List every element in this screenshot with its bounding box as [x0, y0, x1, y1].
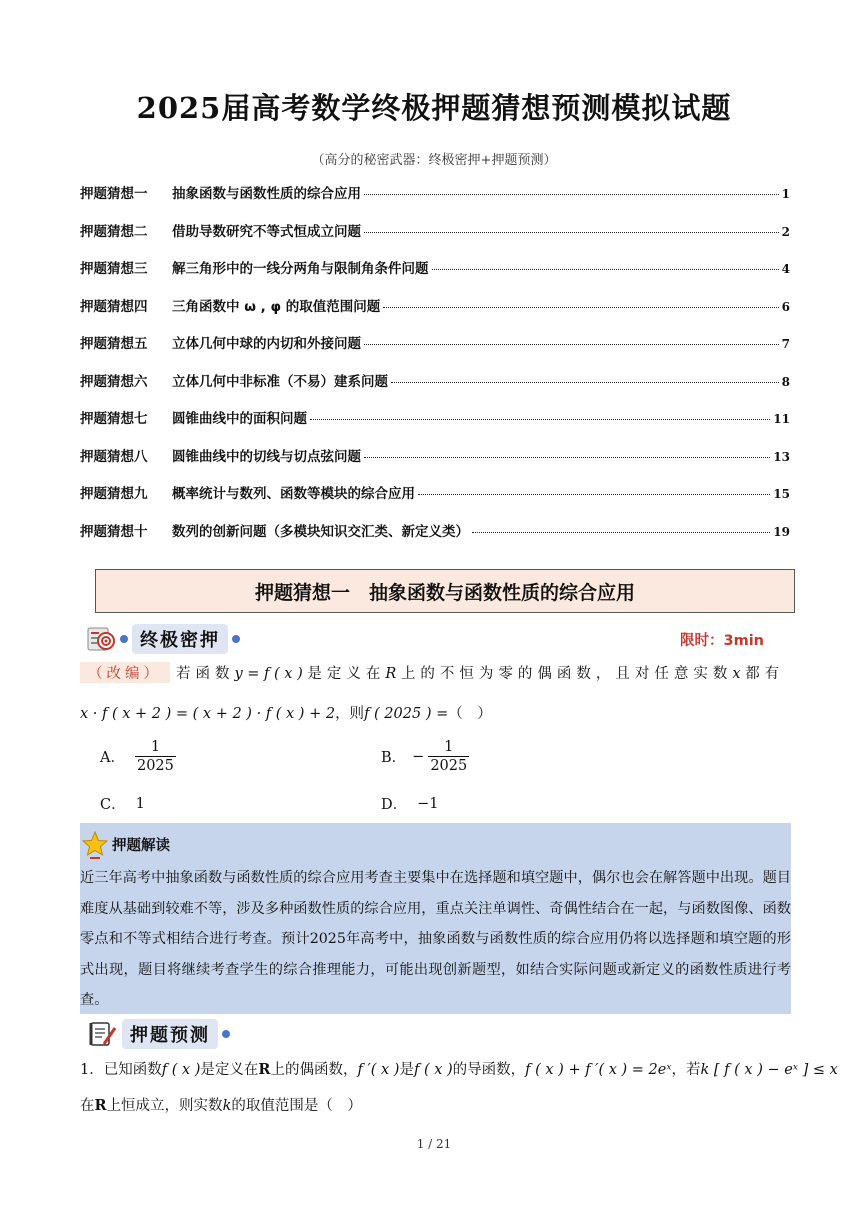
toc-page: 4 [781, 262, 790, 276]
toc-label: 押题猜想二 [80, 223, 148, 240]
math-expr: x [732, 666, 741, 682]
toc-page: 19 [773, 524, 790, 539]
toc-page: 1 [781, 187, 790, 201]
time-limit: 限时：3min [680, 633, 764, 649]
target-icon [86, 625, 116, 653]
question-text: 的取值范围是（ ） [231, 1098, 362, 1114]
toc-item[interactable] [80, 295, 790, 333]
question-text: 上的偶函数， [270, 1062, 358, 1078]
final-badge-label: 终极密押 [132, 624, 228, 654]
math-expr: f ( x ) [413, 1062, 453, 1078]
choice-letter: A． [100, 750, 125, 766]
toc-item[interactable] [80, 520, 790, 558]
toc-topic: 立体几何中非标准（不易）建系问题 [172, 373, 388, 390]
toc-topic: 立体几何中球的内切和外接问题 [172, 336, 361, 352]
toc-label: 押题猜想三 [80, 261, 148, 277]
question-text: （ ） [448, 706, 492, 722]
choice-sign: − [412, 748, 425, 765]
section-title: 押题猜想一 抽象函数与函数性质的综合应用 [95, 569, 795, 613]
toc-item[interactable] [80, 332, 790, 370]
toc-page: 2 [781, 224, 790, 239]
toc-topic: 解三角形中的一线分两角与限制角条件问题 [172, 261, 429, 277]
question-text: 若函数 [176, 666, 235, 682]
predict-badge [88, 1019, 230, 1049]
toc-leader [391, 382, 779, 383]
toc-topic: 抽象函数与函数性质的综合应用 [172, 186, 361, 202]
toc-topic: 概率统计与数列、函数等模块的综合应用 [172, 486, 415, 502]
badge-dot [120, 635, 128, 643]
question-text: 都有 [745, 666, 785, 682]
toc-label: 押题猜想六 [80, 373, 148, 390]
choice-letter: C． [100, 797, 126, 813]
math-expr: f ( 2025 ) = [364, 706, 449, 722]
math-expr: f ( x ) + f ′( x ) = 2eˣ [525, 1062, 672, 1078]
toc-leader [418, 494, 770, 495]
choice-value: 1 [135, 795, 145, 812]
choice-value: −1 [417, 795, 439, 812]
toc-leader [310, 419, 770, 420]
question-text: 是定义在 [200, 1062, 259, 1078]
toc-item[interactable] [80, 370, 790, 408]
numerator: 1 [444, 739, 454, 755]
math-expr: y = f ( x ) [234, 666, 303, 682]
math-expr: f ( x ) [161, 1062, 201, 1078]
toc-leader [432, 269, 779, 270]
notebook-icon [88, 1020, 118, 1048]
question-text: 1．已知函数 [80, 1062, 162, 1078]
toc-topic: 圆锥曲线中的切线与切点弦问题 [172, 448, 361, 465]
choice-b[interactable] [381, 738, 469, 775]
toc-item[interactable] [80, 482, 790, 520]
numerator: 1 [150, 739, 161, 755]
question-text: 上的不恒为零的偶函数，且对任意实数 [400, 666, 733, 682]
problem-1-line-1 [80, 1058, 838, 1079]
reading-heading-label: 押题解读 [112, 837, 170, 854]
toc-label: 押题猜想八 [80, 448, 148, 465]
toc-leader [383, 307, 778, 308]
toc-leader [472, 532, 770, 533]
adapted-tag: （改编） [80, 662, 170, 683]
reading-paragraph: 近三年高考中抽象函数与函数性质的综合应用考查主要集中在选择题和填空题中，偶尔也会在解答题中出现。题目难度从基础到较难不等，涉及多种函数性质的综合应用，重点关注单调性、奇偶性结合在一起，与函数图像、函数零点和不等式相结合进行考查。预计2025年高考中，抽象函数与函数性质的综合应用仍将以选择题和填空题的形式出现，题目将继续考查学生的综合推理能力，可能出现创新题型，如结合实际问题或新定义的函数性质进行考查。 [80, 870, 791, 1008]
toc-topic: 借助导数研究不等式恒成立问题 [172, 223, 361, 240]
toc-label: 押题猜想四 [80, 298, 148, 315]
math-expr: R [385, 666, 397, 682]
toc-leader [364, 344, 779, 345]
toc-label: 押题猜想五 [80, 336, 148, 352]
fraction [428, 738, 469, 775]
toc-page: 8 [781, 374, 790, 389]
toc-label: 押题猜想十 [80, 523, 148, 540]
choice-letter: B． [381, 750, 407, 766]
fraction [135, 738, 176, 775]
toc-label: 押题猜想一 [80, 186, 148, 202]
toc-page: 7 [781, 337, 790, 351]
badge-dot [222, 1030, 230, 1038]
toc-item[interactable] [80, 182, 790, 220]
question-text: 是定义在 [307, 666, 386, 682]
question-line-1 [80, 662, 784, 683]
denominator: 2025 [136, 758, 174, 774]
toc-item[interactable] [80, 445, 790, 483]
toc-leader [364, 457, 770, 458]
toc-leader [364, 194, 779, 195]
question-text: 是 [399, 1062, 414, 1078]
toc-item[interactable] [80, 407, 790, 445]
toc-topic: 数列的创新问题（多模块知识交汇类、新定义类） [172, 523, 469, 540]
toc-label: 押题猜想九 [80, 486, 148, 502]
choice-a[interactable] [100, 738, 176, 775]
math-expr: R [258, 1061, 271, 1078]
question-line-2 [80, 702, 492, 723]
toc-page: 13 [773, 449, 790, 464]
document-subtitle: （高分的秘密武器：终极密押+押题预测） [311, 153, 557, 168]
toc-leader [364, 232, 779, 233]
math-expr: k [222, 1098, 232, 1114]
toc-page: 11 [773, 412, 790, 426]
question-text: 在 [80, 1098, 95, 1114]
choice-letter: D． [381, 797, 408, 813]
toc-topic: 三角函数中 ω , φ 的取值范围问题 [172, 298, 381, 315]
math-expr: k [ f ( x ) − eˣ ] ≤ x [700, 1062, 838, 1078]
document-title: 2025届高考数学终极押题猜想预测模拟试题 [136, 91, 732, 125]
question-text: ，若 [671, 1062, 701, 1078]
toc-topic: 圆锥曲线中的面积问题 [172, 411, 307, 427]
problem-1-line-2 [80, 1094, 362, 1115]
toc-item[interactable] [80, 257, 790, 295]
math-expr: R [94, 1097, 107, 1114]
question-text: ，则 [335, 706, 365, 722]
toc-page: 6 [781, 299, 790, 314]
math-expr: x · f ( x + 2 ) = ( x + 2 ) · f ( x ) + 2 [80, 706, 336, 722]
question-text: 上恒成立，则实数 [106, 1098, 223, 1114]
denominator: 2025 [430, 758, 468, 774]
final-badge [86, 624, 240, 654]
badge-dot [232, 635, 240, 643]
toc-page: 15 [773, 487, 790, 501]
toc-item[interactable] [80, 220, 790, 258]
question-text: 的导函数， [452, 1062, 526, 1078]
page-number: 1 / 21 [416, 1137, 452, 1151]
table-of-contents [80, 182, 790, 557]
math-expr: f ′( x ) [357, 1062, 400, 1078]
reading-heading [82, 831, 170, 857]
choice-c[interactable] [100, 793, 145, 814]
predict-badge-label: 押题预测 [122, 1019, 218, 1049]
reading-block [80, 823, 791, 1014]
toc-label: 押题猜想七 [80, 411, 148, 427]
star-icon [82, 831, 108, 857]
choice-d[interactable] [381, 793, 439, 814]
